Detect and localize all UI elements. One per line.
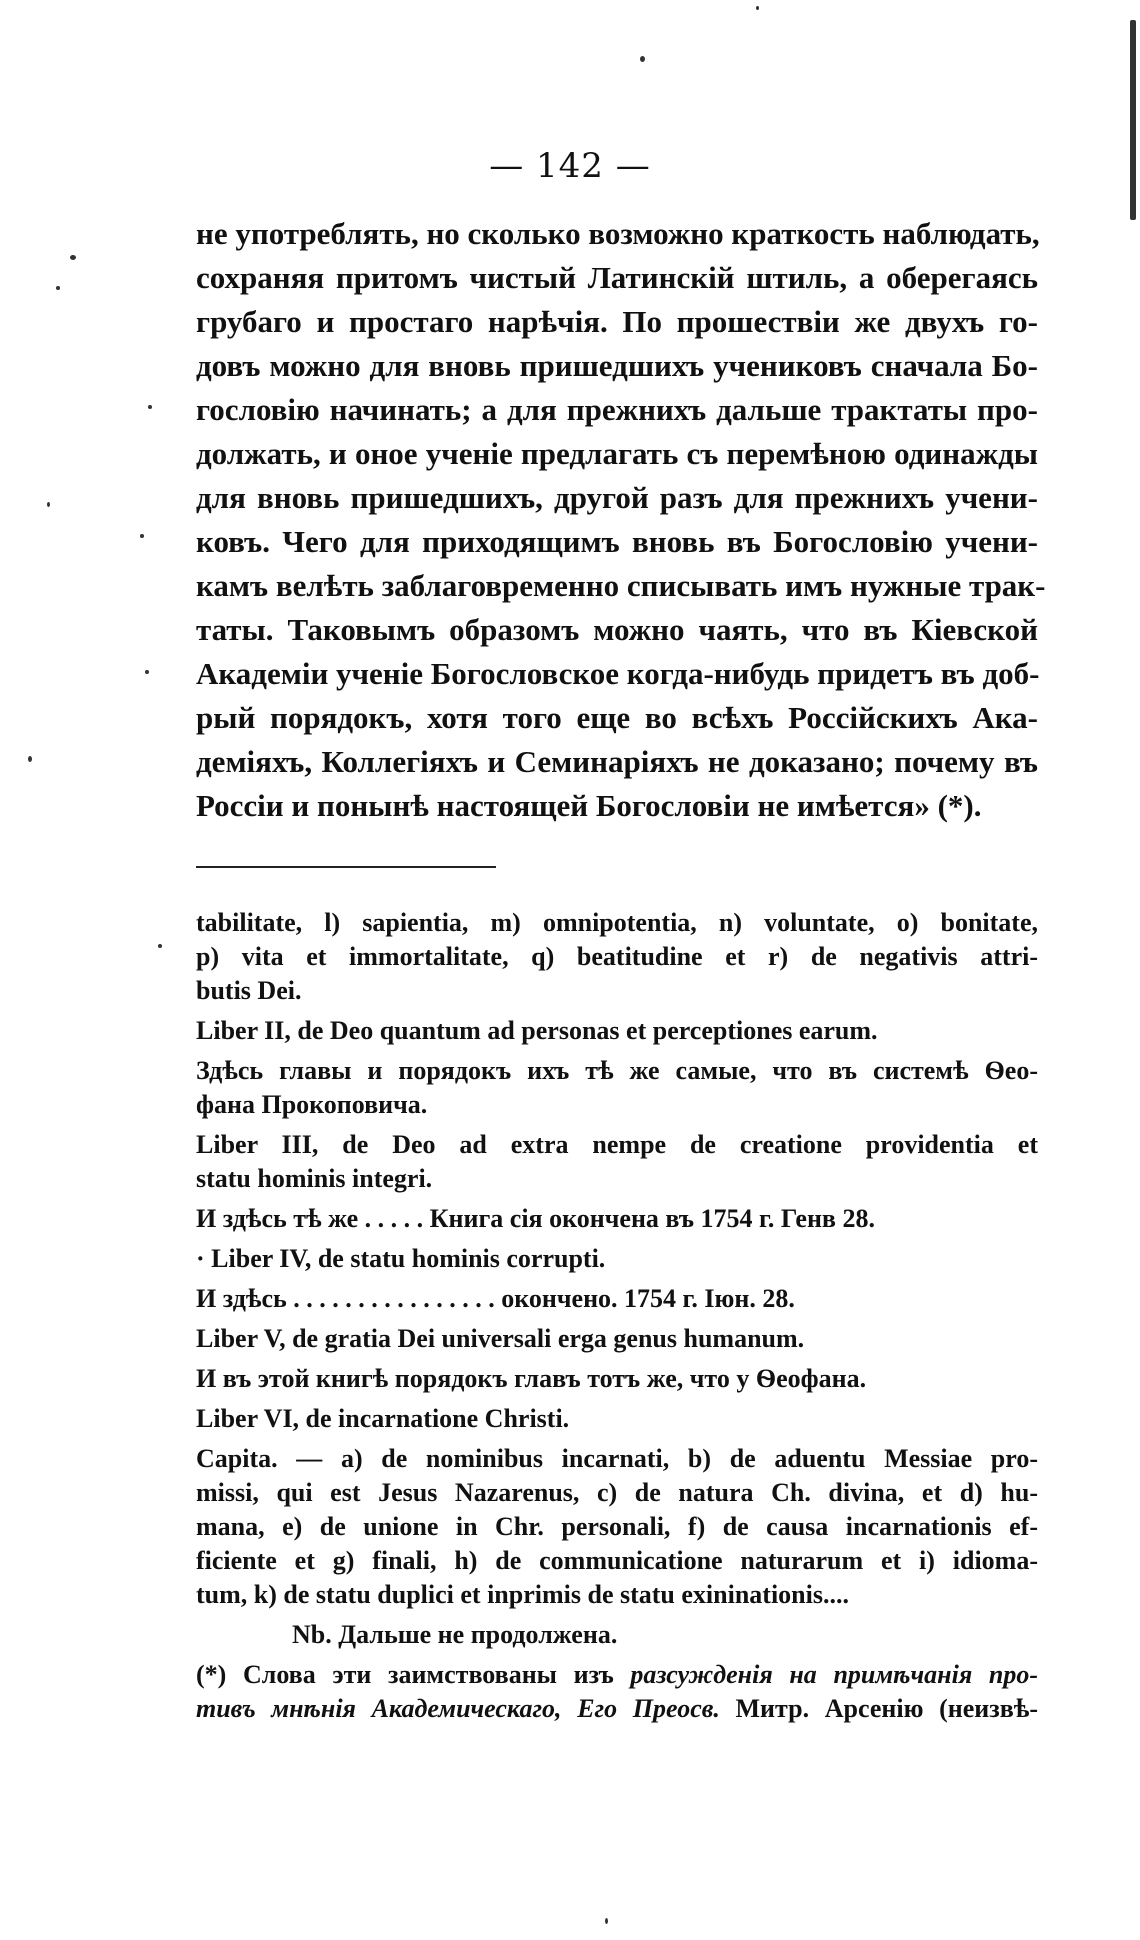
main-text-line: таты. Таковымъ образомъ можно чаять, что въ Кіевской xyxy=(196,612,1038,647)
note-line: tabilitate, l) sapientia, m) omnipotentia, n) voluntate, o) bonitate, xyxy=(196,908,1038,937)
note-line: butis Dei. xyxy=(196,976,302,1005)
scan-speck xyxy=(148,405,152,409)
main-text-line: гословію начинать; а для прежнихъ дальше трактаты про- xyxy=(196,392,1038,427)
note-line: Здѣсь главы и порядокъ ихъ тѣ же самые, что въ системѣ Ѳео- xyxy=(196,1056,1038,1085)
note-line: Liber II, de Deo quantum ad personas et perceptiones earum. xyxy=(196,1016,878,1045)
scan-speck xyxy=(47,502,50,507)
main-text-line: ковъ. Чего для приходящимъ вновь въ Богословію учени- xyxy=(196,524,1038,559)
note-line: statu hominis integri. xyxy=(196,1164,433,1193)
scan-speck xyxy=(140,534,144,538)
nb-note: Nb. Дальше не продолжена. xyxy=(292,1620,618,1649)
footnote-text: Митр. Арсенію (неизвѣ- xyxy=(719,1694,1038,1723)
main-text-line: не употреблять, но сколько возможно краткость наблюдать, xyxy=(196,216,1040,251)
notes-section xyxy=(196,906,1038,1726)
scan-speck xyxy=(605,1918,608,1924)
scan-speck xyxy=(56,286,60,290)
main-text-line: Россіи и понынѣ настоящей Богословіи не имѣется» (*). xyxy=(196,788,982,823)
footnote-line xyxy=(196,1658,1038,1692)
scan-speck xyxy=(28,756,32,762)
note-line: Liber III, de Deo ad extra nempe de creatione providentia et xyxy=(196,1130,1038,1159)
note-line: tum, k) de statu duplici et inprimis de statu exininationis.... xyxy=(196,1580,849,1609)
main-text-line: деміяхъ, Коллегіяхъ и Семинаріяхъ не доказано; почему въ xyxy=(196,744,1038,779)
scan-speck xyxy=(70,255,76,260)
main-text-line: камъ велѣть заблаговременно списывать имъ нужные трак- xyxy=(196,568,1046,603)
main-text-line: грубаго и простаго нарѣчія. По прошествіи же двухъ го- xyxy=(196,304,1038,339)
note-line: · Liber IV, de statu hominis corrupti. xyxy=(196,1244,606,1273)
note-line: И въ этой книгѣ порядокъ главъ тотъ же, что у Ѳеофана. xyxy=(196,1364,867,1393)
main-text-line: для вновь пришедшихъ, другой разъ для прежнихъ учени- xyxy=(196,480,1038,515)
scan-speck xyxy=(145,670,149,674)
footnote-italic-text: разсужденія на примѣчанія про- xyxy=(630,1660,1038,1689)
note-line: Liber VI, de incarnatione Christi. xyxy=(196,1404,570,1433)
page-number: — 142 — xyxy=(489,146,651,186)
scan-speck xyxy=(1130,20,1136,220)
footnote-line xyxy=(196,1692,1038,1726)
note-line: p) vita et immortalitate, q) beatitudine et r) de negativis attri- xyxy=(196,942,1038,971)
main-text xyxy=(196,212,1046,828)
note-line: missi, qui est Jesus Nazarenus, c) de natura Ch. divina, et d) hu- xyxy=(196,1478,1038,1507)
main-text-line: довъ можно для вновь пришедшихъ учениковъ сначала Бо- xyxy=(196,348,1038,383)
note-line: ficiente et g) finali, h) de communicatione naturarum et i) idioma- xyxy=(196,1546,1038,1575)
main-text-line: сохраняя притомъ чистый Латинскій штиль, а оберегаясь xyxy=(196,260,1038,295)
note-line: И здѣсь тѣ же . . . . . Книга сія окончена въ 1754 г. Генв 28. xyxy=(196,1204,875,1233)
footnote-marker-text: (*) Слова эти заимствованы изъ xyxy=(196,1660,631,1689)
main-text-line: Академіи ученіе Богословское когда-нибудь придетъ въ доб- xyxy=(196,656,1040,691)
scan-speck xyxy=(640,56,645,62)
note-line: mana, e) de unione in Chr. personali, f) de causa incarnationis ef- xyxy=(196,1512,1038,1541)
scan-speck xyxy=(756,6,759,10)
note-line: фана Прокоповича. xyxy=(196,1090,428,1119)
footnote-italic-text: тивъ мнѣнія Академическаго, Его Преосв. xyxy=(196,1694,720,1723)
note-line: И здѣсь . . . . . . . . . . . . . . . . окончено. 1754 г. Іюн. 28. xyxy=(196,1284,795,1313)
note-line: Liber V, de gratia Dei universali erga genus humanum. xyxy=(196,1324,805,1353)
main-text-line: должать, и оное ученіе предлагать съ перемѣною одинажды xyxy=(196,436,1038,471)
footnote-divider xyxy=(196,866,496,868)
main-text-line: рый порядокъ, хотя того еще во всѣхъ Россійскихъ Ака- xyxy=(196,700,1038,735)
scan-speck xyxy=(158,944,162,948)
note-line: Capita. — a) de nominibus incarnati, b) de aduentu Messiae pro- xyxy=(196,1444,1038,1473)
